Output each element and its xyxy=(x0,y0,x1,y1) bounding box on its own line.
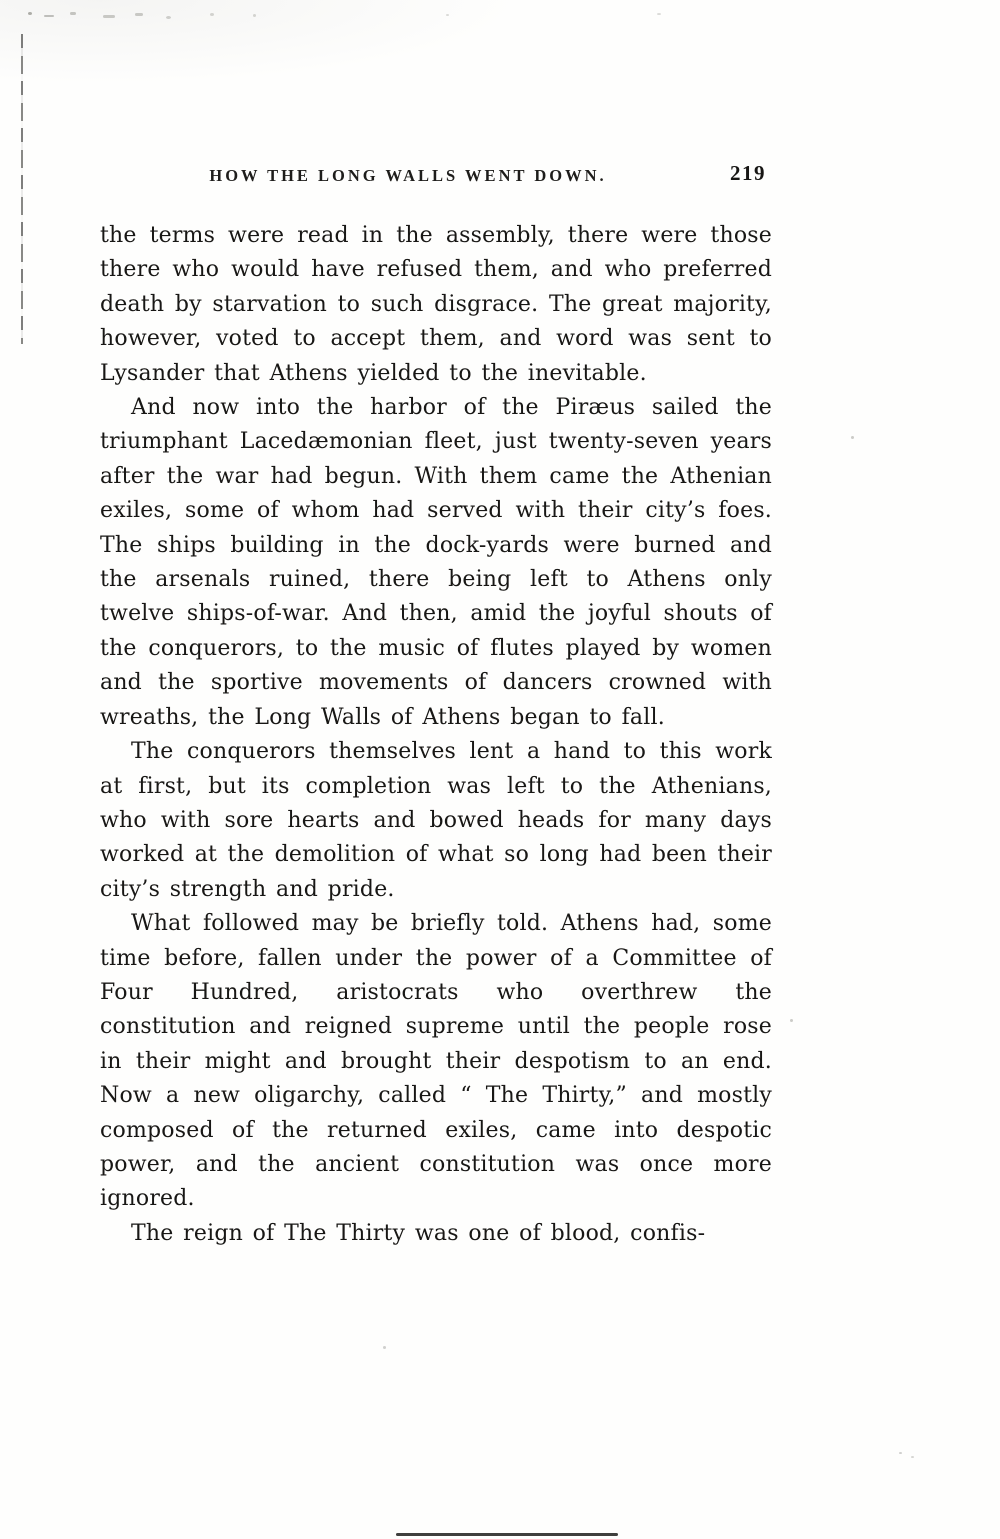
scan-noise-speck xyxy=(383,1346,386,1349)
running-title: HOW THE LONG WALLS WENT DOWN. xyxy=(209,166,607,185)
scan-noise-speck xyxy=(899,1452,902,1454)
scan-artifact-bottom-line xyxy=(396,1533,618,1536)
page-body xyxy=(100,219,772,1251)
page-content xyxy=(100,161,772,1251)
scan-noise-speck xyxy=(70,12,76,15)
paragraph: And now into the harbor of the Piræus sailed the triumphant Lacedæmonian fleet, just twenty-seven years after the war had begun. With them came the Athenian exiles, some of whom had served with their city’s foes. The ships building in the dock-yards were burned and the arsenals ruined, there being left to Athens only twelve ships-of-war. And then, amid the joyful shouts of the conquerors, to the music of flutes played by women and the sportive movements of dancers crowned with wreaths, the Long Walls of Athens began to fall. xyxy=(100,395,772,730)
scan-noise-speck xyxy=(166,16,171,19)
scan-noise-speck xyxy=(446,14,449,16)
scan-noise-speck xyxy=(911,1456,914,1458)
scan-noise-speck xyxy=(135,13,143,16)
scan-noise-speck xyxy=(103,15,115,18)
page-header xyxy=(100,161,772,186)
scan-noise-speck xyxy=(210,13,214,16)
scan-noise-speck xyxy=(44,15,54,17)
paragraph-cutoff: The reign of The Thirty was one of blood, confis- xyxy=(131,1220,706,1246)
scan-noise-speck xyxy=(253,14,256,17)
paragraph: What followed may be briefly told. Athens had, some time before, fallen under the power of a Committee of Four Hundred, aristocrats who overthrew the constitution and reigned supreme until the people rose in their might and brought their despotism to an end. Now a new oligarchy, called “ The Thirty,” and mostly composed of the returned exiles, came into despotic power, and the ancient constitution was once more ignored. xyxy=(100,911,772,1212)
scan-artifact-vertical-line xyxy=(21,34,23,344)
paragraph: The conquerors themselves lent a hand to this work at first, but its completion was left to the Athenians, who with sore hearts and bowed heads for many days worked at the demolition of what so long had been their city’s strength and pride. xyxy=(100,739,772,902)
scan-noise-speck xyxy=(657,13,661,15)
paragraph-continuation: the terms were read in the assembly, there were those there who would have refused them, and who preferred death by starvation to such disgrace. The great majority, however, voted to accept them, and word was sent to Lysander that Athens yielded to the inevitable. xyxy=(100,223,772,386)
scan-noise-speck xyxy=(28,12,32,15)
scan-noise-speck xyxy=(790,1019,793,1022)
scan-noise-speck xyxy=(851,436,854,439)
page-number: 219 xyxy=(730,161,766,185)
